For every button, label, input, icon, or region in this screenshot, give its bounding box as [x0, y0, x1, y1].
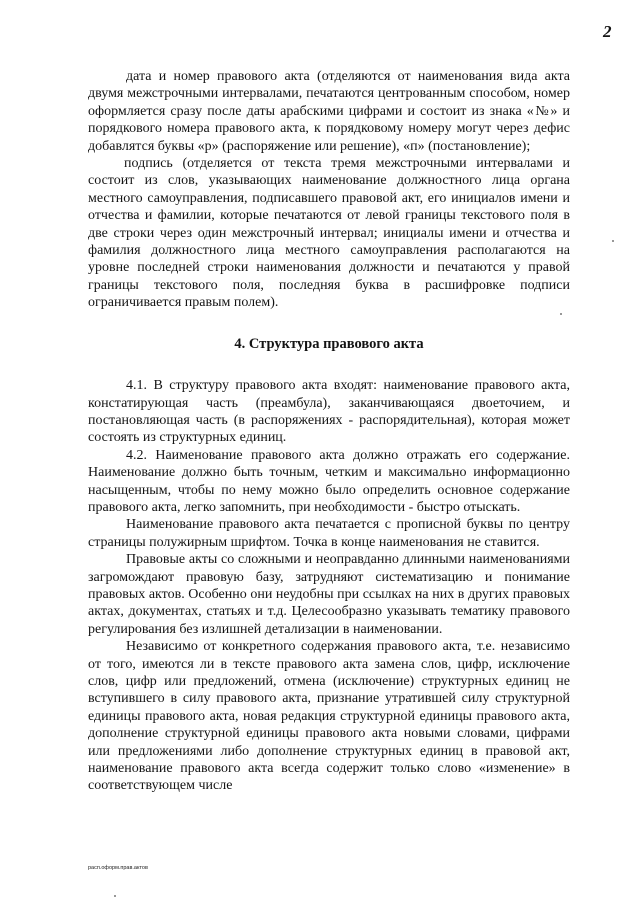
scan-speck	[560, 313, 562, 315]
paragraph-independent-content: Независимо от конкретного содержания правового акта, т.е. независимо от того, имеются ли в тексте правового акта замена слов, цифр, исключение слов, цифр или предложений, отмена (исключение) структурных единиц не вступившего в силу правового акта, признание утратившей силу структурной единицы правового акта, новая редакция структурной единицы правового акта, дополнение структурной единицы правового акта новыми словами, цифрами или предложениями либо дополнение структурных единиц в правовой акт, наименование правового акта всегда содержит только слово «изменение» в соответствующем числе	[88, 639, 570, 794]
document-body	[88, 68, 570, 795]
paragraph-signature: подпись (отделяется от текста тремя межстрочными интервалами и состоит из слов, указывающих наименование должностного лица органа местного самоуправления, подписавшего правовой акт, его инициалов имени и отчества и фамилии, которые печатаются от левой границы текстового поля в две строки через один межстрочный интервал; инициалы имени и отчества и фамилия должностного лица местного самоуправления располагаются на уровне последней строки наименования должности и печатаются у правой границы текстового поля, последняя буква в расшифровке подписи ограничивается правым полем).	[88, 156, 570, 311]
paragraph-long-titles: Правовые акты со сложными и неоправданно длинными наименованиями загромождают правовую базу, затрудняют систематизацию и понимание правовых актов. Особенно они неудобны при ссылках на них в других правовых актах, документах, статьях и т.д. Целесообразно указывать тематику правового регулирования без излишней детализации в наименовании.	[88, 552, 570, 637]
paragraph-title-format: Наименование правового акта печатается с прописной буквы по центру страницы полужирным шрифтом. Точка в конце наименования не ставится.	[88, 517, 570, 550]
paragraph-date-number: дата и номер правового акта (отделяются от наименования вида акта двумя межстрочными интервалами, печатаются центрованным способом, номер оформляется сразу после даты арабскими цифрами и состоит из знака «№» и порядкового номера правового акта, к порядковому номеру могут через дефис добавлятся буквы «р» (распоряжение или решение), «п» (постановление);	[88, 69, 570, 154]
paragraph-4-1: 4.1. В структуру правового акта входят: наименование правового акта, констатирующая часть (преамбула), заканчивающаяся двоеточием, и постановляющая часть (в распоряжениях - распорядительная), которая может состоять из структурных единиц.	[88, 378, 570, 446]
scan-speck	[612, 240, 614, 242]
scan-speck	[114, 895, 116, 897]
paragraph-4-2: 4.2. Наименование правового акта должно отражать его содержание. Наименование должно быть точным, четким и максимально информационно насыщенным, чтобы по нему можно было определить основное содержание правового акта, легко запомнить, при необходимости - быстро отыскать.	[88, 447, 570, 515]
footer-file-note: расп.оформ.прав.актов	[88, 865, 148, 871]
page-number: 2	[603, 22, 612, 41]
section-heading: 4. Структура правового акта	[234, 335, 424, 352]
